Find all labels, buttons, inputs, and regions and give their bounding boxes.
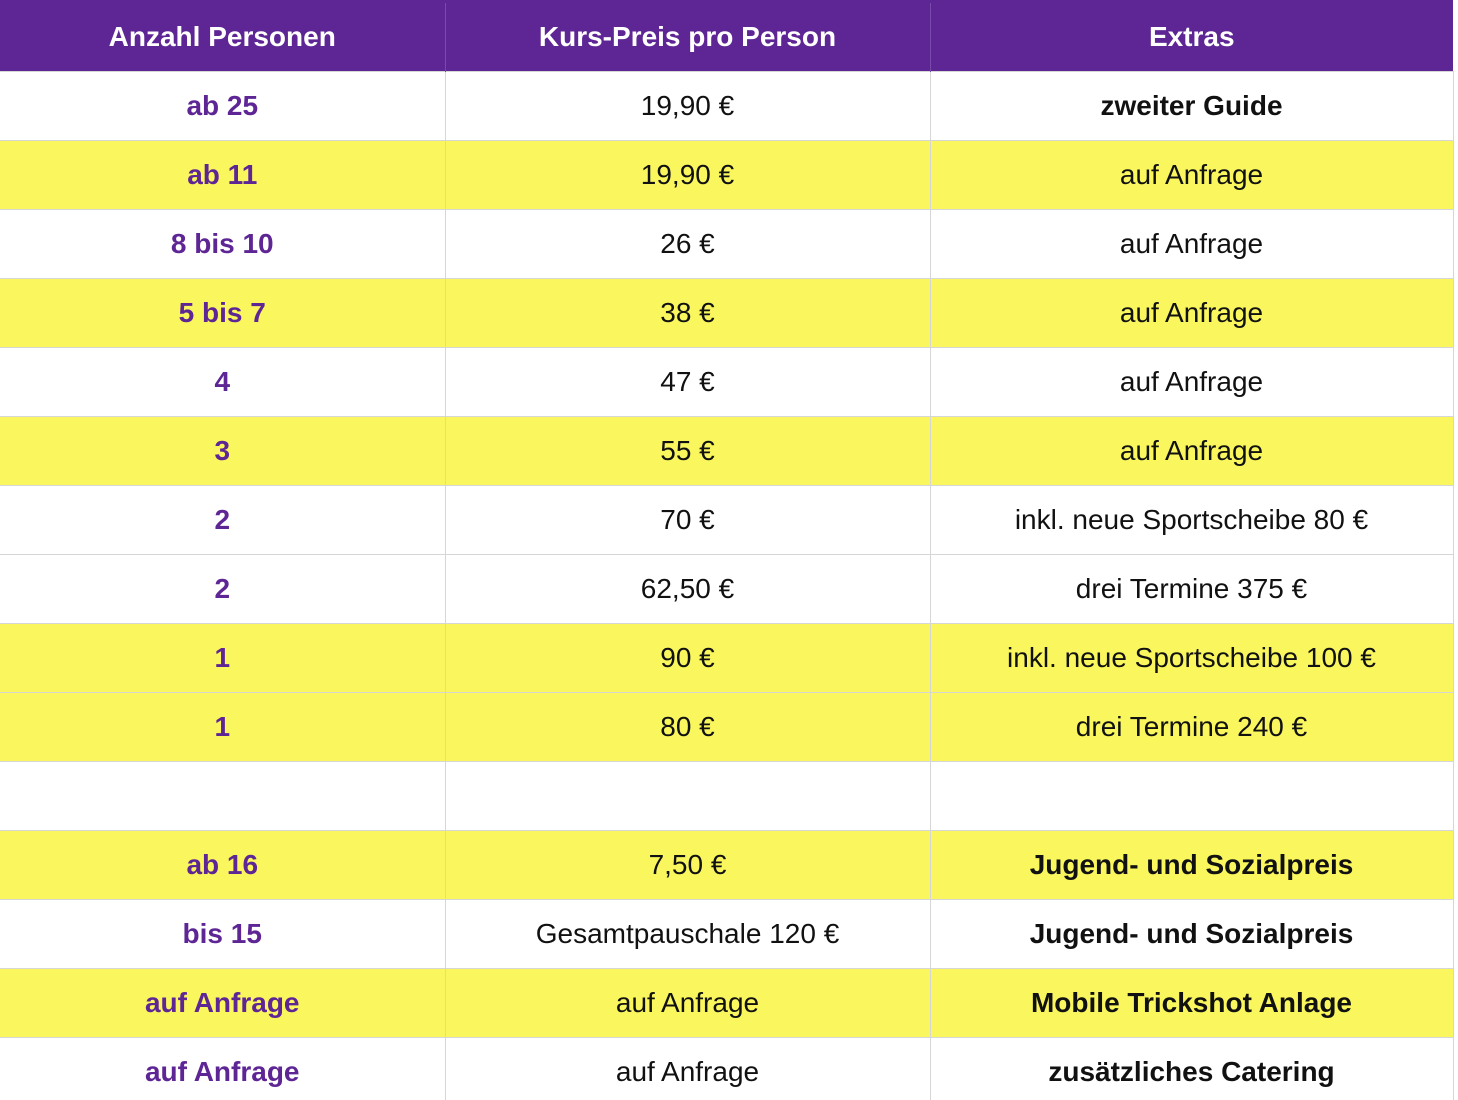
table-row xyxy=(0,210,1453,279)
cell-price: 38 € xyxy=(445,279,930,348)
cell-price: auf Anfrage xyxy=(445,969,930,1038)
cell-persons: 1 xyxy=(0,624,445,693)
cell-persons: bis 15 xyxy=(0,900,445,969)
cell-price: 80 € xyxy=(445,693,930,762)
table-row xyxy=(0,72,1453,141)
cell-price: 62,50 € xyxy=(445,555,930,624)
cell-extras: zweiter Guide xyxy=(930,72,1453,141)
table-row xyxy=(0,279,1453,348)
cell-persons: ab 16 xyxy=(0,831,445,900)
cell-persons: ab 11 xyxy=(0,141,445,210)
cell-extras: Jugend- und Sozialpreis xyxy=(930,831,1453,900)
cell-extras: Mobile Trickshot Anlage xyxy=(930,969,1453,1038)
cell-extras: zusätzliches Catering xyxy=(930,1038,1453,1100)
table-row xyxy=(0,693,1453,762)
table-row xyxy=(0,762,1453,831)
header-price: Kurs-Preis pro Person xyxy=(445,2,930,72)
table-row xyxy=(0,486,1453,555)
table-header xyxy=(0,2,1453,72)
table-row xyxy=(0,624,1453,693)
table-row xyxy=(0,969,1453,1038)
cell-price: 26 € xyxy=(445,210,930,279)
cell-persons: 2 xyxy=(0,486,445,555)
table-row xyxy=(0,900,1453,969)
cell-price: 7,50 € xyxy=(445,831,930,900)
cell-persons: 4 xyxy=(0,348,445,417)
table-row xyxy=(0,831,1453,900)
table-row xyxy=(0,1038,1453,1100)
cell-price: 19,90 € xyxy=(445,141,930,210)
cell-persons: 5 bis 7 xyxy=(0,279,445,348)
cell-extras: inkl. neue Sportscheibe 100 € xyxy=(930,624,1453,693)
cell-persons: auf Anfrage xyxy=(0,1038,445,1100)
cell-persons: 1 xyxy=(0,693,445,762)
cell-price: 55 € xyxy=(445,417,930,486)
cell-price: Gesamtpauschale 120 € xyxy=(445,900,930,969)
cell-persons: 3 xyxy=(0,417,445,486)
cell-price: 90 € xyxy=(445,624,930,693)
header-persons: Anzahl Personen xyxy=(0,2,445,72)
table-row xyxy=(0,417,1453,486)
cell-extras: auf Anfrage xyxy=(930,279,1453,348)
cell-price: 47 € xyxy=(445,348,930,417)
cell-persons xyxy=(0,762,445,831)
cell-price: auf Anfrage xyxy=(445,1038,930,1100)
cell-extras: auf Anfrage xyxy=(930,141,1453,210)
header-row xyxy=(0,2,1453,72)
table-body xyxy=(0,72,1453,1100)
cell-persons: 8 bis 10 xyxy=(0,210,445,279)
cell-price: 70 € xyxy=(445,486,930,555)
table-row xyxy=(0,348,1453,417)
cell-persons: 2 xyxy=(0,555,445,624)
cell-extras: drei Termine 240 € xyxy=(930,693,1453,762)
cell-extras: auf Anfrage xyxy=(930,348,1453,417)
cell-extras: Jugend- und Sozialpreis xyxy=(930,900,1453,969)
table-row xyxy=(0,555,1453,624)
cell-extras xyxy=(930,762,1453,831)
cell-extras: auf Anfrage xyxy=(930,210,1453,279)
table-row xyxy=(0,141,1453,210)
header-extras: Extras xyxy=(930,2,1453,72)
cell-extras: inkl. neue Sportscheibe 80 € xyxy=(930,486,1453,555)
cell-price: 19,90 € xyxy=(445,72,930,141)
cell-extras: drei Termine 375 € xyxy=(930,555,1453,624)
cell-persons: auf Anfrage xyxy=(0,969,445,1038)
cell-extras: auf Anfrage xyxy=(930,417,1453,486)
cell-price xyxy=(445,762,930,831)
cell-persons: ab 25 xyxy=(0,72,445,141)
